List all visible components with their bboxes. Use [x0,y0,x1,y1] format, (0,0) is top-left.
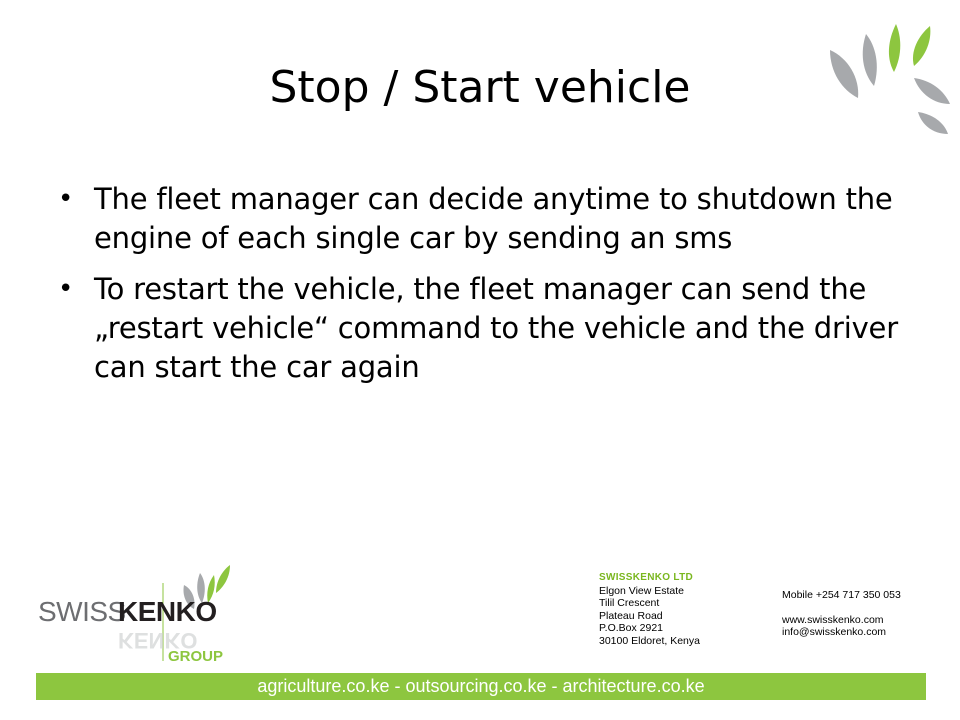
address-line: 30100 Eldoret, Kenya [599,634,700,647]
bullet-icon: • [58,274,74,304]
contact-info [782,589,901,639]
bullet-item [58,270,918,387]
sites-bar [36,673,926,700]
address-line: Plateau Road [599,609,663,622]
email-link[interactable]: info@swisskenko.com [782,626,887,638]
bullet-text: The fleet manager can decide anytime to shutdown the engine of each single car by sending an sms [94,182,893,255]
address-line: P.O.Box 2921 [599,622,664,634]
swisskenko-logo [36,565,236,665]
bullet-item [58,180,918,258]
company-name: SWISSKENKO LTD [599,572,694,583]
logo-brand-right: KENKO [118,596,217,627]
logo-brand-left: SWISS [38,596,126,627]
website-link[interactable]: www.swisskenko.com [782,613,884,626]
logo-reflection: KENKO [118,628,198,653]
address-line: Elgon View Estate [599,584,685,597]
sites-text: agriculture.co.ke - outsourcing.co.ke - architecture.co.ke [257,676,705,696]
mobile-number: Mobile +254 717 350 053 [782,589,901,601]
address-line: Tilil Crescent [599,597,660,609]
bullet-list [58,180,918,399]
slide-title: Stop / Start vehicle [269,62,691,113]
logo-group: GROUP [168,648,224,665]
company-info [599,572,700,647]
bullet-text: To restart the vehicle, the fleet manager can send the „restart vehicle“ command to the vehicle and the driver can start the car again [94,272,898,384]
bullet-icon: • [58,184,74,214]
